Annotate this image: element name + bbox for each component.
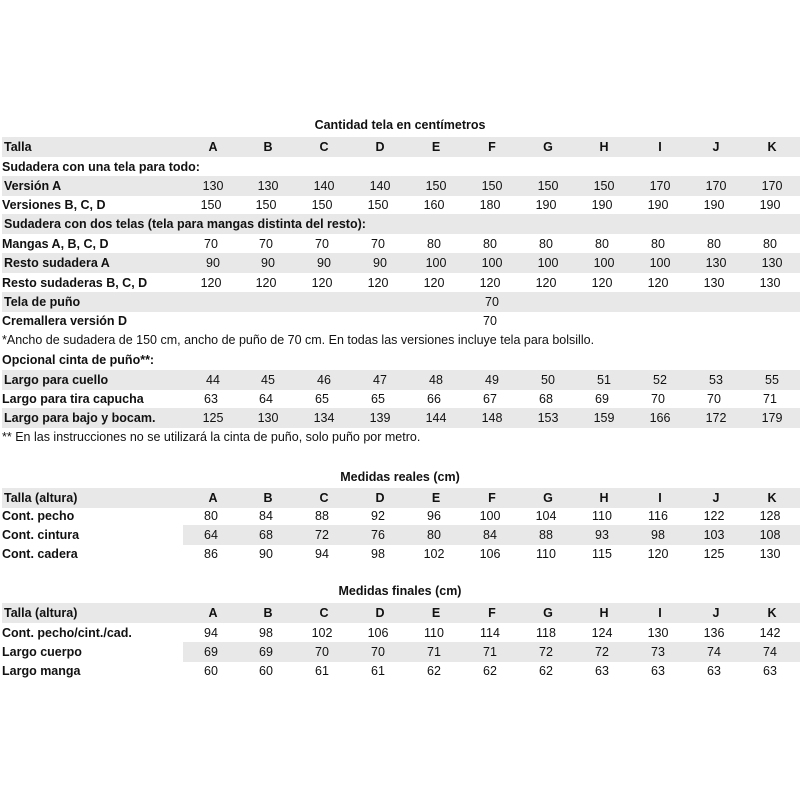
cell: 60	[204, 664, 218, 678]
cell: 120	[647, 547, 669, 561]
cell: 110	[536, 547, 556, 561]
header-label: Talla (altura)	[4, 491, 78, 505]
cell: 125	[202, 411, 224, 425]
cell: 88	[539, 528, 553, 542]
cell: 102	[311, 626, 333, 640]
cell: E	[431, 606, 441, 620]
cell: F	[488, 140, 496, 154]
cell: 61	[315, 664, 329, 678]
cell: 71	[483, 645, 497, 659]
cell: 70	[651, 392, 665, 406]
row-label: Versión A	[4, 179, 62, 193]
cell: 100	[537, 256, 559, 270]
cell: 61	[371, 664, 385, 678]
cell: 90	[206, 256, 220, 270]
cell: 130	[202, 179, 224, 193]
fabric-title: Cantidad tela en centímetros	[314, 118, 486, 132]
table-row	[0, 525, 800, 545]
cell: C	[319, 606, 329, 620]
cell: 159	[593, 411, 615, 425]
cell: 139	[369, 411, 391, 425]
cell: I	[658, 140, 662, 154]
cell: 80	[204, 509, 218, 523]
header-label: Talla (altura)	[4, 606, 78, 620]
cell: 72	[539, 645, 553, 659]
cell: 100	[479, 509, 501, 523]
cell: 106	[479, 547, 501, 561]
footnote: ** En las instrucciones no se utilizará la cinta de puño, solo puño por metro.	[2, 430, 421, 444]
cell: 130	[705, 256, 727, 270]
row-label: Cont. cintura	[2, 528, 80, 542]
cell: 150	[593, 179, 615, 193]
cell: 70	[707, 392, 721, 406]
group-label: Opcional cinta de puño**:	[2, 353, 155, 367]
cell: 90	[373, 256, 387, 270]
group-heading	[0, 157, 800, 177]
table-row	[0, 195, 800, 215]
cell: E	[431, 140, 441, 154]
cell: 120	[535, 276, 557, 290]
cell: 44	[206, 373, 220, 387]
cell: 63	[707, 664, 721, 678]
cell: 80	[763, 237, 777, 251]
cell: 70	[371, 645, 385, 659]
cell: 70	[483, 314, 497, 328]
cell: A	[208, 491, 218, 505]
cell: 190	[591, 198, 613, 212]
cell: 73	[651, 645, 665, 659]
cell: 120	[423, 276, 445, 290]
cell: 62	[539, 664, 553, 678]
cell: 170	[705, 179, 727, 193]
cell: 130	[647, 626, 669, 640]
row-label: Largo cuerpo	[2, 645, 82, 659]
cell: G	[543, 606, 553, 620]
cell: 47	[373, 373, 387, 387]
cell: 128	[759, 509, 781, 523]
cell: 94	[204, 626, 218, 640]
cell: 80	[539, 237, 553, 251]
cell: 92	[371, 509, 385, 523]
cell: 68	[539, 392, 553, 406]
row-label: Mangas A, B, C, D	[2, 237, 109, 251]
cell: 124	[591, 626, 613, 640]
cell: 115	[592, 547, 612, 561]
cell: 100	[649, 256, 671, 270]
cell: 90	[317, 256, 331, 270]
table-row	[0, 273, 800, 293]
cell: 65	[315, 392, 329, 406]
cell: 66	[427, 392, 441, 406]
cell: 50	[541, 373, 555, 387]
cell: 70	[485, 295, 499, 309]
cell: 52	[653, 373, 667, 387]
cell: 150	[537, 179, 559, 193]
cell: 98	[371, 547, 385, 561]
cell: G	[543, 491, 553, 505]
cell: H	[599, 606, 609, 620]
cell: 80	[427, 237, 441, 251]
table-row	[0, 506, 800, 526]
cell: 140	[369, 179, 391, 193]
cell: 98	[651, 528, 665, 542]
cell: 130	[759, 276, 781, 290]
cell: 70	[315, 237, 329, 251]
cell: 179	[761, 411, 783, 425]
cell: K	[767, 606, 777, 620]
cell: 130	[761, 256, 783, 270]
cell: 136	[703, 626, 725, 640]
cell: 130	[759, 547, 781, 561]
cell: 63	[204, 392, 218, 406]
table-row	[2, 176, 800, 196]
cell: 120	[255, 276, 277, 290]
table-header	[2, 603, 800, 623]
cell: G	[543, 140, 553, 154]
cell: 160	[423, 198, 445, 212]
cell: 80	[483, 237, 497, 251]
cell: 65	[371, 392, 385, 406]
cell: 190	[703, 198, 725, 212]
cell: 88	[315, 509, 329, 523]
table-row	[2, 408, 800, 428]
cell: I	[658, 491, 662, 505]
cell: 170	[761, 179, 783, 193]
table-row	[0, 544, 800, 564]
cell: 70	[371, 237, 385, 251]
cell: H	[599, 491, 609, 505]
cell: 90	[259, 547, 273, 561]
cell: 45	[261, 373, 275, 387]
cell: 116	[648, 509, 668, 523]
table-row	[0, 661, 800, 681]
cell: 48	[429, 373, 443, 387]
cell: 153	[537, 411, 559, 425]
cell: 98	[259, 626, 273, 640]
cell: 140	[313, 179, 335, 193]
table-row	[0, 642, 800, 662]
table-row	[2, 370, 800, 390]
cell: 170	[649, 179, 671, 193]
cell: 80	[707, 237, 721, 251]
cell: 100	[481, 256, 503, 270]
cell: 70	[259, 237, 273, 251]
cell: J	[712, 140, 720, 154]
cell: 96	[427, 509, 441, 523]
cell: 108	[759, 528, 781, 542]
cell: 190	[759, 198, 781, 212]
cell: F	[488, 491, 496, 505]
table-row	[0, 311, 800, 331]
row-label: Largo para bajo y bocam.	[4, 411, 156, 425]
cell: 70	[315, 645, 329, 659]
cell: 104	[535, 509, 557, 523]
cell: 80	[427, 528, 441, 542]
cell: 72	[315, 528, 329, 542]
table-row	[0, 389, 800, 409]
row-label: Cont. cadera	[2, 547, 78, 561]
cell: 49	[485, 373, 499, 387]
table-row	[2, 292, 800, 312]
row-label: Cremallera versión D	[2, 314, 128, 328]
table-row	[0, 623, 800, 643]
cell: 72	[595, 645, 609, 659]
table-row	[0, 234, 800, 254]
cell: 67	[483, 392, 497, 406]
cell: 51	[597, 373, 611, 387]
cell: 80	[595, 237, 609, 251]
cell: B	[263, 140, 273, 154]
cell: H	[599, 140, 609, 154]
header-label: Talla	[4, 140, 32, 154]
cell: 120	[200, 276, 222, 290]
row-label: Largo para tira capucha	[2, 392, 144, 406]
cell: 130	[257, 179, 279, 193]
group-label: Sudadera con una tela para todo:	[2, 160, 200, 174]
cell: 80	[651, 237, 665, 251]
cell: 90	[261, 256, 275, 270]
cell: 84	[483, 528, 497, 542]
final-title: Medidas finales (cm)	[338, 584, 462, 598]
cell: J	[712, 606, 720, 620]
cell: 68	[259, 528, 273, 542]
cell: 120	[311, 276, 333, 290]
cell: 110	[592, 509, 612, 523]
cell: 86	[204, 547, 218, 561]
cell: 134	[313, 411, 335, 425]
cell: 69	[259, 645, 273, 659]
cell: 172	[705, 411, 727, 425]
cell: A	[208, 606, 218, 620]
cell: 120	[479, 276, 501, 290]
table-header	[2, 488, 800, 508]
cell: K	[767, 140, 777, 154]
cell: 62	[483, 664, 497, 678]
group-label: Sudadera con dos telas (tela para mangas distinta del resto):	[4, 217, 366, 231]
cell: 150	[367, 198, 389, 212]
cell: 62	[427, 664, 441, 678]
cell: D	[375, 606, 385, 620]
cell: 64	[259, 392, 273, 406]
cell: 130	[703, 276, 725, 290]
cell: 100	[425, 256, 447, 270]
cell: 166	[649, 411, 671, 425]
cell: 150	[311, 198, 333, 212]
row-label: Cont. pecho	[2, 509, 75, 523]
cell: 63	[763, 664, 777, 678]
cell: 69	[595, 392, 609, 406]
cell: E	[431, 491, 441, 505]
cell: 76	[371, 528, 385, 542]
cell: 110	[424, 626, 444, 640]
cell: C	[319, 140, 329, 154]
footnote: *Ancho de sudadera de 150 cm, ancho de puño de 70 cm. En todas las versiones incluye tela para bolsillo.	[2, 333, 595, 347]
cell: 150	[425, 179, 447, 193]
cell: 60	[259, 664, 273, 678]
cell: 150	[255, 198, 277, 212]
group-heading	[2, 214, 800, 234]
row-label: Resto sudaderas B, C, D	[2, 276, 148, 290]
cell: 190	[535, 198, 557, 212]
cell: 94	[315, 547, 329, 561]
cell: 106	[367, 626, 389, 640]
cell: 70	[204, 237, 218, 251]
cell: 71	[763, 392, 777, 406]
cell: 103	[703, 528, 725, 542]
cell: B	[263, 491, 273, 505]
cell: I	[658, 606, 662, 620]
real-title: Medidas reales (cm)	[340, 470, 460, 484]
cell: 69	[204, 645, 218, 659]
cell: 63	[651, 664, 665, 678]
row-label: Resto sudadera A	[4, 256, 110, 270]
cell: 102	[423, 547, 445, 561]
cell: 130	[257, 411, 279, 425]
cell: 53	[709, 373, 723, 387]
cell: 190	[647, 198, 669, 212]
cell: D	[375, 140, 385, 154]
row-label: Cont. pecho/cint./cad.	[2, 626, 132, 640]
row-label: Versiones B, C, D	[2, 198, 106, 212]
cell: 114	[480, 626, 500, 640]
table-header	[2, 137, 800, 157]
cell: 118	[536, 626, 556, 640]
cell: 142	[759, 626, 781, 640]
cell: 148	[481, 411, 503, 425]
cell: 93	[595, 528, 609, 542]
cell: 100	[593, 256, 615, 270]
cell: J	[712, 491, 720, 505]
group-heading	[0, 350, 800, 370]
cell: F	[488, 606, 496, 620]
cell: 71	[427, 645, 441, 659]
cell: 64	[204, 528, 218, 542]
cell: 180	[479, 198, 501, 212]
cell: 120	[647, 276, 669, 290]
cell: K	[767, 491, 777, 505]
cell: 63	[595, 664, 609, 678]
cell: 74	[707, 645, 721, 659]
row-label: Largo para cuello	[4, 373, 109, 387]
cell: B	[263, 606, 273, 620]
cell: 144	[425, 411, 447, 425]
row-label: Tela de puño	[4, 295, 81, 309]
cell: 122	[703, 509, 725, 523]
table-row	[2, 253, 800, 273]
cell: 120	[591, 276, 613, 290]
cell: D	[375, 491, 385, 505]
cell: A	[208, 140, 218, 154]
row-label: Largo manga	[2, 664, 81, 678]
cell: 55	[765, 373, 779, 387]
cell: 120	[367, 276, 389, 290]
cell: 150	[200, 198, 222, 212]
cell: 46	[317, 373, 331, 387]
cell: 84	[259, 509, 273, 523]
cell: C	[319, 491, 329, 505]
cell: 125	[703, 547, 725, 561]
cell: 74	[763, 645, 777, 659]
cell: 150	[481, 179, 503, 193]
